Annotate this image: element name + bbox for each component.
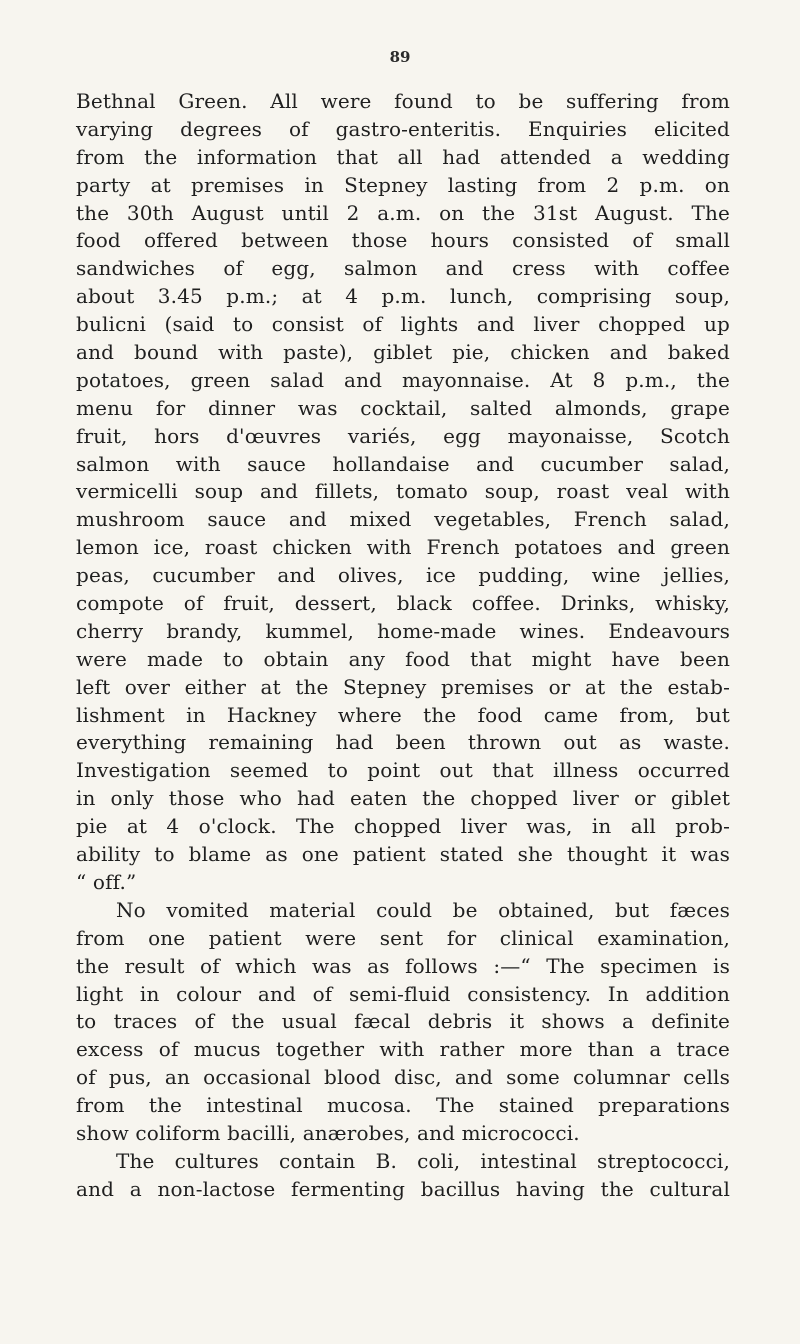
text-line: to traces of the usual fæcal debris it shows a definite: [76, 1009, 730, 1034]
text-line: lemon ice, roast chicken with French potatoes and green: [76, 535, 730, 560]
text-line: light in colour and of semi-fluid consistency. In addition: [76, 981, 730, 1006]
text-line: from one patient were sent for clinical examination,: [76, 925, 730, 950]
text-line: from the information that all had attended a wedding: [76, 144, 730, 169]
page-number: 89: [389, 48, 411, 66]
text-line: cherry brandy, kummel, home-made wines. Endeavours: [76, 618, 730, 643]
paragraph: [76, 897, 730, 1148]
text-line: Investigation seemed to point out that illness occurred: [76, 758, 730, 783]
text-line: the 30th August until 2 a.m. on the 31st August. The: [76, 200, 730, 225]
text-line: in only those who had eaten the chopped liver or giblet: [76, 786, 730, 811]
text-line: peas, cucumber and olives, ice pudding, wine jellies,: [76, 563, 730, 588]
text-line: pie at 4 o'clock. The chopped liver was, in all prob-: [76, 814, 730, 839]
text-line: and a non-lactose fermenting bacillus having the cultural: [76, 1176, 730, 1201]
text-line: potatoes, green salad and mayonnaise. At 8 p.m., the: [76, 367, 730, 392]
text-line: No vomited material could be obtained, but fæces: [116, 897, 730, 922]
paragraph: [76, 1148, 730, 1204]
text-line: The cultures contain B. coli, intestinal streptococci,: [116, 1148, 730, 1173]
text-line: show coliform bacilli, anærobes, and micrococci.: [76, 1120, 580, 1145]
text-line: compote of fruit, dessert, black coffee. Drinks, whisky,: [76, 591, 730, 616]
text-line: party at premises in Stepney lasting from 2 p.m. on: [76, 172, 730, 197]
text-line: lishment in Hackney where the food came from, but: [76, 702, 730, 727]
text-line: sandwiches of egg, salmon and cress with coffee: [76, 256, 730, 281]
text-line: “ off.”: [76, 869, 137, 894]
text-line: salmon with sauce hollandaise and cucumber salad,: [76, 451, 730, 476]
text-line: and bound with paste), giblet pie, chicken and baked: [76, 340, 730, 365]
text-line: vermicelli soup and fillets, tomato soup, roast veal with: [76, 479, 730, 504]
body-text: [76, 88, 730, 1204]
text-line: everything remaining had been thrown out as waste.: [76, 730, 730, 755]
text-line: menu for dinner was cocktail, salted almonds, grape: [76, 395, 730, 420]
paragraph: [76, 88, 730, 897]
text-line: of pus, an occasional blood disc, and some columnar cells: [76, 1065, 730, 1090]
text-line: about 3.45 p.m.; at 4 p.m. lunch, comprising soup,: [76, 284, 730, 309]
text-line: left over either at the Stepney premises or at the estab-: [76, 674, 730, 699]
text-line: fruit, hors d'œuvres variés, egg mayonaisse, Scotch: [76, 423, 730, 448]
text-line: ability to blame as one patient stated she thought it was: [76, 842, 730, 867]
text-line: were made to obtain any food that might have been: [76, 646, 730, 671]
text-line: bulicni (said to consist of lights and liver chopped up: [76, 312, 730, 337]
text-line: excess of mucus together with rather more than a trace: [76, 1037, 730, 1062]
text-line: varying degrees of gastro-enteritis. Enquiries elicited: [76, 116, 730, 141]
text-line: food offered between those hours consisted of small: [76, 228, 730, 253]
text-line: Bethnal Green. All were found to be suffering from: [76, 89, 730, 113]
text-line: from the intestinal mucosa. The stained preparations: [76, 1093, 730, 1118]
text-line: mushroom sauce and mixed vegetables, French salad,: [76, 507, 730, 532]
text-line: the result of which was as follows :—“ The specimen is: [76, 953, 730, 978]
